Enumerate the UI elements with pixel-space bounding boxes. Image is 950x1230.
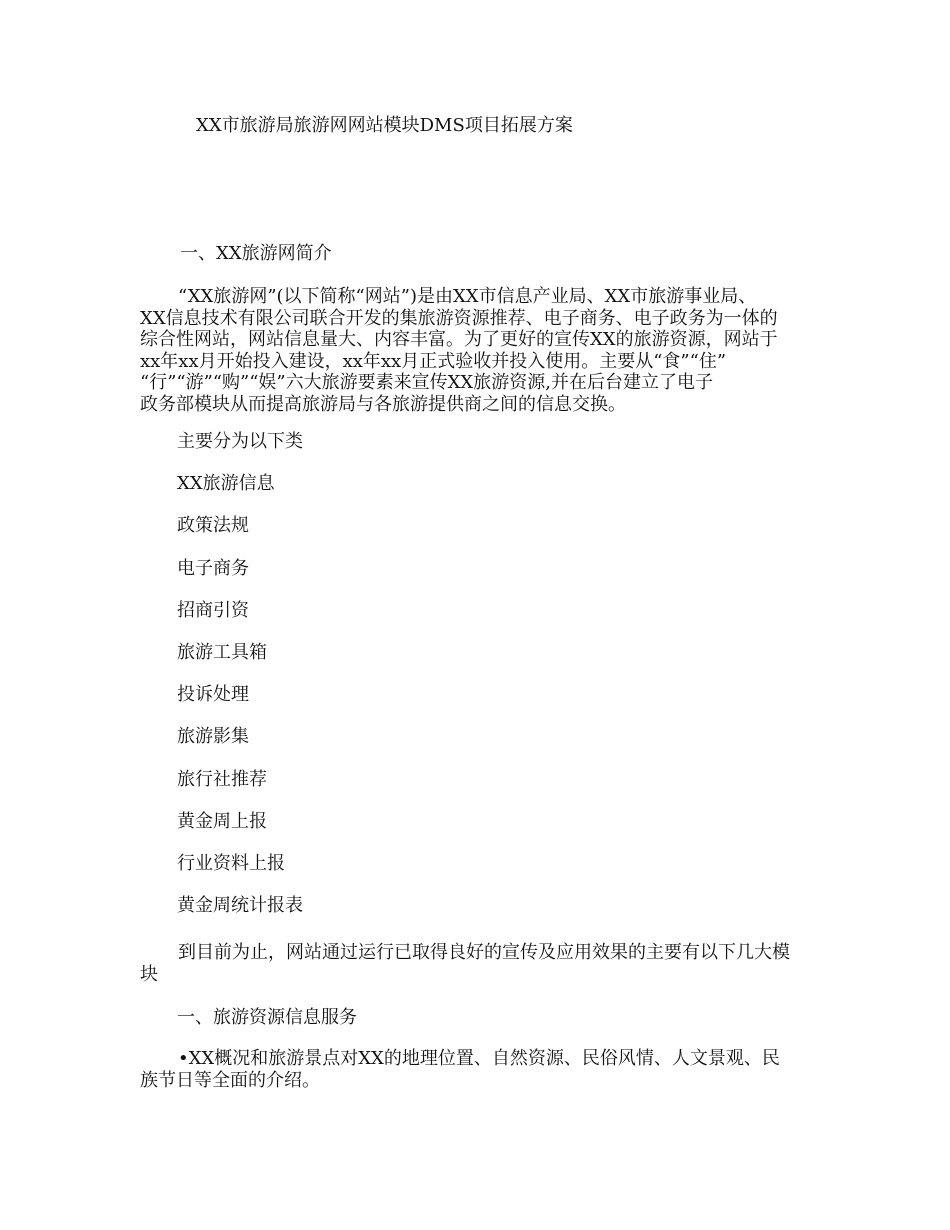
category-item: 行业资料上报 xyxy=(177,852,285,874)
summary-line: 到目前为止，网站通过运行已取得良好的宣传及应用效果的主要有以下几大模 xyxy=(178,942,790,963)
category-item: 电子商务 xyxy=(177,557,249,579)
summary-line: 块 xyxy=(140,964,158,985)
bullet-line: •XX概况和旅游景点对XX的地理位置、自然资源、民俗风情、人文景观、民 xyxy=(178,1048,780,1069)
document-title: XX市旅游局旅游网网站模块DMS项目拓展方案 xyxy=(196,115,573,136)
category-item: 旅游工具箱 xyxy=(177,641,267,663)
intro-line: “行”“游”“购”“娱”六大旅游要素来宣传XX旅游资源,并在后台建立了电子 xyxy=(140,372,713,393)
intro-paragraph xyxy=(140,286,812,415)
category-item: 招商引资 xyxy=(177,599,249,621)
summary-paragraph xyxy=(140,942,812,986)
intro-line: “XX旅游网”(以下简称“网站”)是由XX市信息产业局、XX市旅游事业局、 xyxy=(178,286,757,307)
category-item: 旅行社推荐 xyxy=(177,768,267,790)
intro-line: 综合性网站，网站信息量大、内容丰富。为了更好的宣传XX的旅游资源，网站于 xyxy=(140,329,778,350)
intro-line: XX信息技术有限公司联合开发的集旅游资源推荐、电子商务、电子政务为一体的 xyxy=(140,307,778,329)
category-list xyxy=(177,430,303,936)
category-item: 黄金周统计报表 xyxy=(177,895,303,917)
category-list-intro: 主要分为以下类 xyxy=(177,431,303,452)
bullet-paragraph xyxy=(140,1048,812,1092)
category-item: 投诉处理 xyxy=(177,684,249,706)
category-item: 黄金周上报 xyxy=(177,810,267,832)
subsection-heading: 一、旅游资源信息服务 xyxy=(177,1007,357,1028)
intro-line: 政务部模块从而提高旅游局与各旅游提供商之间的信息交换。 xyxy=(140,393,626,415)
category-item: 政策法规 xyxy=(177,515,249,537)
section-heading-intro: 一、XX旅游网简介 xyxy=(180,243,332,264)
bullet-line: 族节日等全面的介绍。 xyxy=(140,1070,320,1091)
intro-line: xx年xx月开始投入建设，xx年xx月正式验收并投入使用。主要从“食”“住” xyxy=(140,350,727,372)
category-item: 旅游影集 xyxy=(177,726,249,748)
category-item: XX旅游信息 xyxy=(177,473,275,495)
